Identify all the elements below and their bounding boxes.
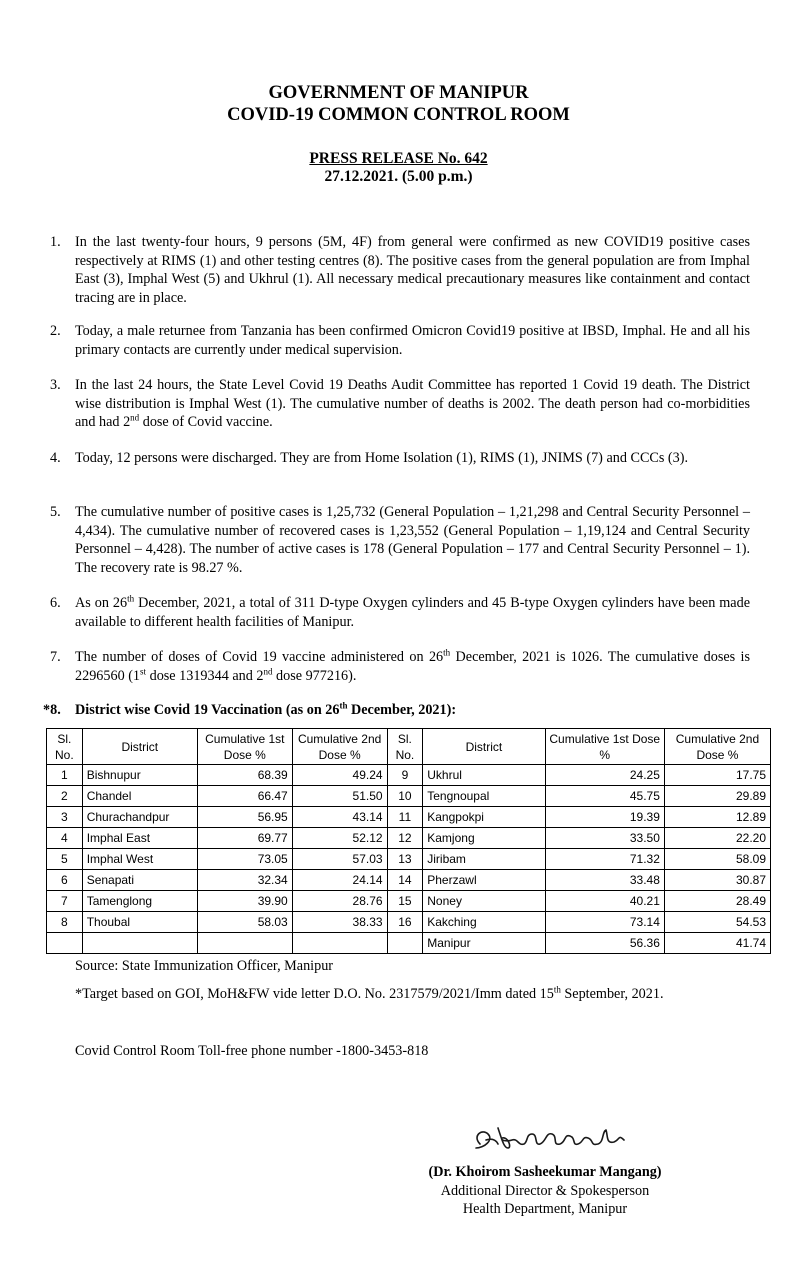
header-sl-no: Sl. No. xyxy=(47,729,83,765)
cell-dose2: 28.76 xyxy=(292,891,387,912)
text-part: The number of doses of Covid 19 vaccine administered on 26 xyxy=(75,649,444,665)
cell-sl-no: 1 xyxy=(47,765,83,786)
cell-district: Senapati xyxy=(82,870,197,891)
superscript: th xyxy=(553,984,561,995)
superscript: th xyxy=(443,647,451,658)
superscript: st xyxy=(140,665,147,676)
paragraph-3 xyxy=(50,376,750,432)
text-part: As on 26 xyxy=(75,595,128,611)
cell-empty xyxy=(47,933,83,954)
superscript: nd xyxy=(130,412,140,423)
paragraph-1 xyxy=(50,233,750,307)
paragraph-number: 1. xyxy=(50,234,61,250)
section-number: *8. xyxy=(43,702,61,718)
header-cumulative-2nd-dose: Cumulative 2nd Dose % xyxy=(292,729,387,765)
cell-dose2: 28.49 xyxy=(664,891,770,912)
table-row xyxy=(47,849,771,870)
cell-sl-no: 15 xyxy=(387,891,423,912)
government-title: GOVERNMENT OF MANIPUR xyxy=(268,83,529,103)
section-title-end: December, 2021): xyxy=(347,702,457,718)
table-row xyxy=(47,807,771,828)
text-part: In the last 24 hours, the State Level Covid 19 Deaths Audit Committee has reported 1 Covid 19 death. The District wise distribution is Imphal West (1). The cumulative number of deaths is 2002. The death person had co-morbidities and had 2 xyxy=(75,377,750,431)
cell-sl-no: 9 xyxy=(387,765,423,786)
paragraph-number: 2. xyxy=(50,323,61,339)
cell-sl-no: 8 xyxy=(47,912,83,933)
cell-dose2: 43.14 xyxy=(292,807,387,828)
cell-district: Tamenglong xyxy=(82,891,197,912)
cell-district: Pherzawl xyxy=(423,870,545,891)
paragraph-text xyxy=(75,594,750,631)
cell-dose1: 69.77 xyxy=(197,828,292,849)
cell-dose1: 71.32 xyxy=(545,849,664,870)
cell-dose1: 45.75 xyxy=(545,786,664,807)
paragraph-number: 7. xyxy=(50,649,61,665)
signatory-block xyxy=(380,1163,710,1219)
header-cumulative-1st-dose: Cumulative 1st Dose % xyxy=(197,729,292,765)
cell-sl-no: 13 xyxy=(387,849,423,870)
cell-sl-no: 12 xyxy=(387,828,423,849)
cell-dose1: 39.90 xyxy=(197,891,292,912)
section-title: District wise Covid 19 Vaccination (as on 26 xyxy=(75,702,340,718)
cell-sl-no: 3 xyxy=(47,807,83,828)
table-total-row xyxy=(47,933,771,954)
cell-sl-no: 4 xyxy=(47,828,83,849)
cell-district: Kangpokpi xyxy=(423,807,545,828)
cell-district: Imphal West xyxy=(82,849,197,870)
cell-dose1: 40.21 xyxy=(545,891,664,912)
signatory-name: (Dr. Khoirom Sasheekumar Mangang) xyxy=(428,1164,662,1180)
cell-empty xyxy=(82,933,197,954)
cell-dose1: 33.50 xyxy=(545,828,664,849)
text-part: December, 2021, a total of 311 D-type Oxygen cylinders and 45 B-type Oxygen cylinders have been made available to different health facilities of Manipur. xyxy=(75,595,750,630)
cell-dose1: 58.03 xyxy=(197,912,292,933)
paragraph-2 xyxy=(50,322,750,359)
signatory-department: Health Department, Manipur xyxy=(462,1201,628,1217)
cell-district: Noney xyxy=(423,891,545,912)
cell-total-district: Manipur xyxy=(423,933,545,954)
cell-dose2: 54.53 xyxy=(664,912,770,933)
header-cumulative-1st-dose: Cumulative 1st Dose % xyxy=(545,729,664,765)
cell-dose1: 56.95 xyxy=(197,807,292,828)
superscript: nd xyxy=(263,665,273,676)
source-note: Source: State Immunization Officer, Manipur xyxy=(75,958,334,974)
cell-dose1: 33.48 xyxy=(545,870,664,891)
handwritten-signature xyxy=(468,1118,638,1158)
header-sl-no: Sl. No. xyxy=(387,729,423,765)
cell-sl-no: 14 xyxy=(387,870,423,891)
cell-dose1: 68.39 xyxy=(197,765,292,786)
paragraph-text: Today, 12 persons were discharged. They are from Home Isolation (1), RIMS (1), JNIMS (7) and CCCs (3). xyxy=(75,450,689,466)
paragraph-text xyxy=(75,648,750,685)
cell-dose2: 58.09 xyxy=(664,849,770,870)
cell-sl-no: 10 xyxy=(387,786,423,807)
table-row xyxy=(47,870,771,891)
cell-dose2: 51.50 xyxy=(292,786,387,807)
cell-empty xyxy=(292,933,387,954)
cell-dose2: 22.20 xyxy=(664,828,770,849)
signatory-designation: Additional Director & Spokesperson xyxy=(440,1182,650,1199)
cell-empty xyxy=(197,933,292,954)
header-cumulative-2nd-dose: Cumulative 2nd Dose % xyxy=(664,729,770,765)
control-room-title: COVID-19 COMMON CONTROL ROOM xyxy=(227,105,570,125)
cell-dose1: 32.34 xyxy=(197,870,292,891)
cell-district: Kamjong xyxy=(423,828,545,849)
cell-district: Bishnupur xyxy=(82,765,197,786)
cell-dose2: 29.89 xyxy=(664,786,770,807)
table-row xyxy=(47,891,771,912)
press-release-block xyxy=(0,150,797,186)
paragraph-4 xyxy=(50,449,750,468)
cell-district: Ukhrul xyxy=(423,765,545,786)
cell-dose1: 24.25 xyxy=(545,765,664,786)
text-part: dose 977216). xyxy=(272,667,357,684)
paragraph-text: The cumulative number of positive cases is 1,25,732 (General Population – 1,21,298 and Central Security Personnel – 4,434). The cumulative number of recovered cases is 1,23,552 (General Population – 1,19,124 and Central Security Personnel – 4,428). The number of active cases is 178 (General Population – 177 and Central Security Personnel – 1). The recovery rate is 98.27 %. xyxy=(75,504,750,576)
text-part: December, 2021 is 1026. The cumulative doses is 2296560 (1 xyxy=(75,649,750,684)
press-release-number: PRESS RELEASE No. 642 xyxy=(309,150,488,167)
target-note xyxy=(75,986,664,1003)
table-header-row xyxy=(47,729,771,765)
paragraph-number: 3. xyxy=(50,377,61,393)
press-release-date: 27.12.2021. (5.00 p.m.) xyxy=(324,168,473,185)
cell-district: Chandel xyxy=(82,786,197,807)
table-row xyxy=(47,828,771,849)
paragraph-7 xyxy=(50,648,750,685)
cell-dose2: 57.03 xyxy=(292,849,387,870)
cell-sl-no: 11 xyxy=(387,807,423,828)
text-part: dose of Covid vaccine. xyxy=(139,414,273,431)
cell-district: Kakching xyxy=(423,912,545,933)
header-district: District xyxy=(82,729,197,765)
superscript: th xyxy=(339,700,348,711)
cell-sl-no: 2 xyxy=(47,786,83,807)
cell-district: Jiribam xyxy=(423,849,545,870)
text-part: September, 2021. xyxy=(560,986,664,1002)
paragraph-text xyxy=(75,376,750,432)
paragraph-5 xyxy=(50,503,750,577)
cell-sl-no: 16 xyxy=(387,912,423,933)
table-row xyxy=(47,786,771,807)
cell-dose2: 49.24 xyxy=(292,765,387,786)
cell-total-dose1: 56.36 xyxy=(545,933,664,954)
paragraph-text: In the last twenty-four hours, 9 persons (5M, 4F) from general were confirmed as new COVID19 positive cases respectively at RIMS (1) and other testing centres (8). The positive cases from the general population are from Imphal East (3), Imphal West (5) and Ukhrul (1). All necessary medical precautionary measures like containment and contact tracing are in place. xyxy=(75,234,750,306)
cell-dose2: 38.33 xyxy=(292,912,387,933)
cell-dose2: 30.87 xyxy=(664,870,770,891)
cell-dose2: 52.12 xyxy=(292,828,387,849)
table-row xyxy=(47,765,771,786)
cell-dose2: 12.89 xyxy=(664,807,770,828)
cell-district: Thoubal xyxy=(82,912,197,933)
paragraph-number: 5. xyxy=(50,504,61,520)
cell-sl-no: 5 xyxy=(47,849,83,870)
cell-district: Imphal East xyxy=(82,828,197,849)
cell-dose2: 17.75 xyxy=(664,765,770,786)
cell-empty xyxy=(387,933,423,954)
document-header xyxy=(0,82,797,126)
cell-sl-no: 6 xyxy=(47,870,83,891)
cell-district: Churachandpur xyxy=(82,807,197,828)
tollfree-number: Covid Control Room Toll-free phone number -1800-3453-818 xyxy=(75,1043,429,1059)
paragraph-number: 6. xyxy=(50,595,61,611)
text-part: dose 1319344 and 2 xyxy=(146,667,264,684)
cell-dose1: 66.47 xyxy=(197,786,292,807)
cell-dose2: 24.14 xyxy=(292,870,387,891)
header-district: District xyxy=(423,729,545,765)
section-8-heading xyxy=(43,702,456,719)
paragraph-number: 4. xyxy=(50,450,61,466)
paragraph-6 xyxy=(50,594,750,631)
cell-dose1: 73.05 xyxy=(197,849,292,870)
cell-total-dose2: 41.74 xyxy=(664,933,770,954)
table-row xyxy=(47,912,771,933)
cell-sl-no: 7 xyxy=(47,891,83,912)
text-part: *Target based on GOI, MoH&FW vide letter D.O. No. 2317579/2021/Imm dated 15 xyxy=(75,986,554,1002)
cell-dose1: 19.39 xyxy=(545,807,664,828)
cell-district: Tengnoupal xyxy=(423,786,545,807)
paragraph-text: Today, a male returnee from Tanzania has been confirmed Omicron Covid19 positive at IBSD, Imphal. He and all his primary contacts are currently under medical supervision. xyxy=(75,323,750,358)
cell-dose1: 73.14 xyxy=(545,912,664,933)
vaccination-table xyxy=(46,728,771,954)
superscript: th xyxy=(127,593,135,604)
